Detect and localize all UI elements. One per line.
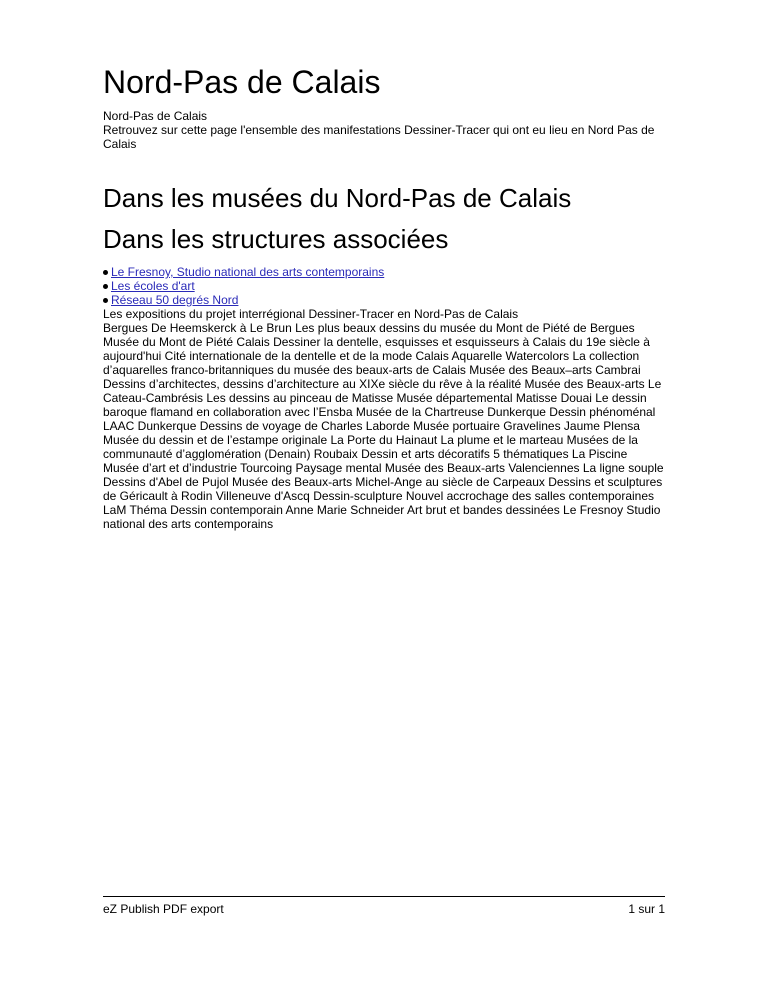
- link-ecoles-art[interactable]: Les écoles d'art: [111, 279, 195, 293]
- intro-subtitle: Nord-Pas de Calais: [103, 109, 208, 123]
- intro-description: Retrouvez sur cette page l'ensemble des manifestations Dessiner-Tracer qui ont eu lieu en Nord Pas de Calais: [103, 123, 655, 151]
- intro-block: [103, 109, 665, 151]
- exhibitions-heading: Les expositions du projet interrégional Dessiner-Tracer en Nord-Pas de Calais: [103, 307, 519, 321]
- bullet-icon: [103, 298, 108, 303]
- section-heading-structures: Dans les structures associées: [103, 224, 449, 254]
- structures-link-list: [103, 265, 384, 307]
- footer-page-number: 1 sur 1: [628, 902, 665, 916]
- exhibitions-block: [103, 307, 665, 531]
- footer-export-label: eZ Publish PDF export: [103, 902, 224, 916]
- bullet-icon: [103, 284, 108, 289]
- footer-divider: [103, 896, 665, 897]
- page-title: Nord-Pas de Calais: [103, 64, 381, 100]
- link-le-fresnoy[interactable]: Le Fresnoy, Studio national des arts contemporains: [111, 265, 385, 279]
- exhibitions-text: Bergues De Heemskerck à Le Brun Les plus beaux dessins du musée du Mont de Piété de Bergues Musée du Mont de Piété Calais Dessiner la dentelle, esquisses et esquisseurs à Calais du 19e siècle à aujourd'hui Cité internationale de la dentelle et de la mode Calais Aquarelle Watercolors La collection d’aquarelles franco-britanniques du musée des beaux-arts de Calais Musée des Beaux–arts Cambrai Dessins d’architectes, dessins d’architecture au XIXe siècle du rêve à la réalité Musée des Beaux-arts Le Cateau-Cambrésis Les dessins au pinceau de Matisse Musée départemental Matisse Douai Le dessin baroque flamand en collaboration avec l’Ensba Musée de la Chartreuse Dunkerque Dessin phénoménal LAAC Dunkerque Dessins de voyage de Charles Laborde Musée portuaire Gravelines Jaume Plensa Musée du dessin et de l’estampe originale La Porte du Hainaut La plume et le marteau Musées de la communauté d’agglomération (Denain) Roubaix Dessin et arts décoratifs 5 thématiques La Piscine Musée d’art et d’industrie Tourcoing Paysage mental Musée des Beaux-arts Valenciennes La ligne souple Dessins d'Abel de Pujol Musée des Beaux-arts Michel-Ange au siècle de Carpeaux Dessins et sculptures de Géricault à Rodin Villeneuve d'Ascq Dessin-sculpture Nouvel accrochage des salles contemporaines LaM Théma Dessin contemporain Anne Marie Schneider Art brut et bandes dessinées Le Fresnoy Studio national des arts contemporains: [103, 321, 664, 531]
- link-reseau-50-degres-nord[interactable]: Réseau 50 degrés Nord: [111, 293, 239, 307]
- list-item: [103, 265, 384, 279]
- section-heading-museums: Dans les musées du Nord-Pas de Calais: [103, 183, 572, 213]
- bullet-icon: [103, 270, 108, 275]
- list-item: [103, 279, 384, 293]
- list-item: [103, 293, 384, 307]
